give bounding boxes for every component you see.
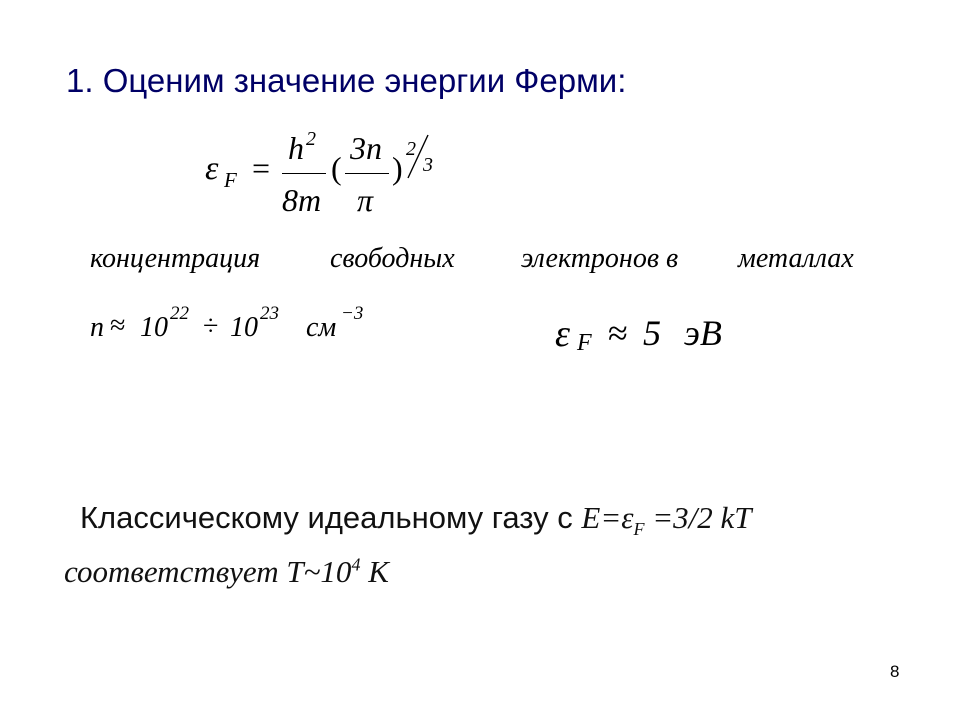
planck-constant: h <box>288 130 304 166</box>
classical-gas-statement <box>80 500 752 540</box>
epsilon-subscript: F <box>224 168 237 192</box>
temperature-text: соответствует T~10 <box>64 554 352 589</box>
caption-word-3: электронов в <box>521 243 679 274</box>
statement-formula-part1: E=ε <box>581 500 634 535</box>
statement-text: Классическому идеальному газу с <box>80 500 582 535</box>
temperature-unit: K <box>360 554 389 589</box>
approx-sign: ≈ <box>110 310 126 341</box>
estimate-approx-sign: ≈ <box>608 313 628 353</box>
epsilon-symbol: ε <box>205 150 219 187</box>
divide-sign: ÷ <box>203 311 219 342</box>
estimate-unit: эВ <box>684 313 722 353</box>
fraction-bar-1 <box>282 173 326 174</box>
unit-exponent: −3 <box>341 303 364 324</box>
temperature-statement <box>64 554 389 590</box>
denominator-8m: 8m <box>282 182 322 218</box>
epsilon-estimate-subscript: F <box>577 330 592 356</box>
open-paren: ( <box>331 150 342 186</box>
estimate-value: 5 <box>643 313 661 353</box>
epsilon-estimate-symbol: ε <box>555 313 570 355</box>
exponent-22: 22 <box>170 303 189 324</box>
numerator-3n: 3n <box>350 130 382 166</box>
exponent-denominator: 3 <box>423 154 433 176</box>
caption-word-2: свободных <box>330 243 455 274</box>
planck-exponent: 2 <box>306 128 316 150</box>
exponent-23: 23 <box>260 303 279 324</box>
caption-word-4: металлах <box>738 243 854 274</box>
caption-word-1: концентрация <box>90 243 261 274</box>
unit-cm: см <box>306 312 337 343</box>
slide-title: 1. Оценим значение энергии Ферми: <box>66 62 627 99</box>
exponent-numerator: 2 <box>406 138 416 160</box>
base-10-a: 10 <box>140 312 168 343</box>
base-10-b: 10 <box>230 312 258 343</box>
denominator-pi: π <box>357 182 374 218</box>
statement-formula-subscript: F <box>633 519 645 540</box>
n-symbol: n <box>90 312 104 343</box>
statement-formula-part2: =3/2 kT <box>644 500 752 535</box>
equals-sign: = <box>252 150 271 186</box>
page-number: 8 <box>890 662 900 681</box>
fraction-bar-2 <box>345 173 389 174</box>
temperature-exponent: 4 <box>351 554 361 575</box>
close-paren: ) <box>392 150 403 186</box>
